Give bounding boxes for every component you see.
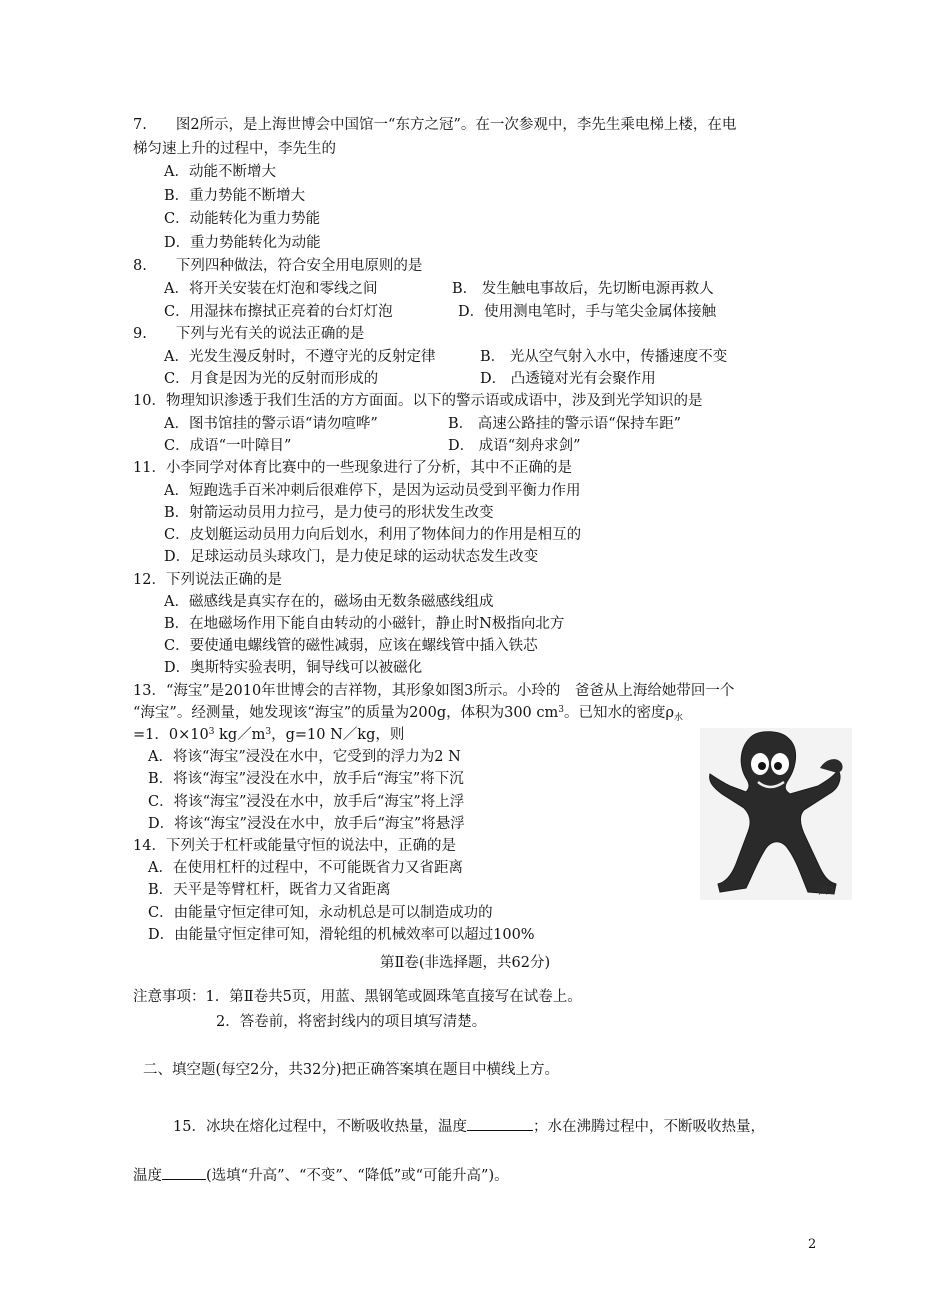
q10-option-d: D． 成语“刻舟求剑”: [448, 438, 581, 454]
q13-option-a: A．将该“海宝”浸没在水中，它受到的浮力为2 N: [148, 749, 461, 765]
part2-notice-2: 2．答卷前，将密封线内的项目填写清楚。: [216, 1014, 487, 1030]
q9-option-a: A．光发生漫反射时，不遵守光的反射定律: [164, 349, 436, 365]
q12-stem: 12．下列说法正确的是: [133, 572, 282, 588]
q11-option-b: B．射箭运动员用力拉弓，是力使弓的形状发生改变: [164, 505, 494, 521]
q11-option-d: D．足球运动员头球攻门，是力使足球的运动状态发生改变: [164, 549, 539, 565]
answer-blank-1[interactable]: [467, 1116, 533, 1131]
q13-stem-line2: “海宝”。经测量，她发现该“海宝”的质量为200g，体积为300 $cm^3$。已知水的密度$\rho_水$: [133, 705, 684, 723]
q14-option-b: B．天平是等臂杠杆，既省力又省距离: [148, 882, 391, 898]
q7-option-a: A．动能不断增大: [164, 164, 276, 180]
mascot-right-pupil: [774, 762, 782, 770]
mascot-left-pupil: [758, 762, 766, 770]
q9-option-d: D． 凸透镜对光有会聚作用: [480, 371, 656, 387]
q8-stem: 8. 下列四种做法，符合安全用电原则的是: [133, 258, 423, 274]
q7-option-d: D．重力势能转化为动能: [164, 235, 321, 251]
q8-option-d: D．使用测电笔时，手与笔尖金属体接触: [458, 304, 717, 320]
q12-option-d: D．奥斯特实验表明，铜导线可以被磁化: [164, 660, 423, 676]
q15-line1: 15．冰块在熔化过程中，不断吸收热量，温度 ；水在沸腾过程中，不断吸收热量，: [173, 1116, 765, 1135]
q13-stem-line3: =1．$0\times 10^3$ $kg/m^3$，g=10 N／kg，则: [133, 727, 405, 743]
q7-option-b: B．重力势能不断增大: [164, 188, 306, 204]
q9-option-b: B． 光从空气射入水中，传播速度不变: [480, 349, 728, 365]
q8-option-a: A．将开关安装在灯泡和零线之间: [164, 281, 378, 297]
q10-option-c: C．成语“一叶障目”: [164, 438, 292, 454]
q12-option-c: C．要使通电螺线管的磁性减弱，应该在螺线管中插入铁芯: [164, 638, 538, 654]
q13-option-c: C．将该“海宝”浸没在水中，放手后“海宝”将上浮: [148, 794, 465, 810]
q7-option-c: C．动能转化为重力势能: [164, 211, 321, 227]
q10-option-a: A．图书馆挂的警示语“请勿喧哗”: [164, 416, 378, 432]
q8-option-b: B． 发生触电事故后，先切断电源再救人: [452, 281, 714, 297]
haibao-figure: [700, 728, 852, 900]
q13-stem-line1: 13．“海宝”是2010年世博会的吉祥物，其形象如图3所示。小玲的 爸爸从上海给她带回一个: [133, 683, 735, 699]
q15-line2: 温度 (选填“升高”、“不变”、“降低”或“可能升高”)。: [133, 1165, 509, 1184]
q11-option-c: C．皮划艇运动员用力向后划水，利用了物体间力的作用是相互的: [164, 527, 582, 543]
answer-blank-2[interactable]: [162, 1165, 206, 1180]
q7-stem-line2: 梯匀速上升的过程中，李先生的: [133, 141, 336, 157]
q9-stem: 9. 下列与光有关的说法正确的是: [133, 326, 365, 342]
q14-stem: 14．下列关于杠杆或能量守恒的说法中，正确的是: [133, 838, 456, 854]
q7-stem-line1: 7. 图2所示，是上海世博会中国馆一“东方之冠”。在一次参观中，李先生乘电梯上楼，在电: [133, 117, 737, 133]
q12-option-b: B．在地磁场作用下能自由转动的小磁针，静止时N极指向北方: [164, 616, 565, 632]
q10-stem: 10．物理知识渗透于我们生活的方方面面。以下的警示语或成语中，涉及到光学知识的是: [133, 393, 703, 409]
q13-option-b: B．将该“海宝”浸没在水中，放手后“海宝”将下沉: [148, 771, 464, 787]
section-fill-in-heading: 二、填空题(每空2分，共32分)把正确答案填在题目中横线上方。: [143, 1062, 559, 1078]
q14-option-d: D．由能量守恒定律可知，滑轮组的机械效率可以超过100%: [148, 927, 535, 943]
q8-option-c: C．用湿抹布擦拭正亮着的台灯灯泡: [164, 304, 393, 320]
q13-option-d: D．将该“海宝”浸没在水中，放手后“海宝”将悬浮: [148, 816, 465, 832]
q10-option-b: B． 高速公路挂的警示语“保持车距”: [448, 416, 682, 432]
q9-option-c: C．月食是因为光的反射而形成的: [164, 371, 379, 387]
part2-title: 第Ⅱ卷(非选择题，共62分): [380, 955, 551, 971]
q14-option-a: A．在使用杠杆的过程中，不可能既省力又省距离: [148, 860, 463, 876]
q12-option-a: A．磁感线是真实存在的，磁场由无数条磁感线组成: [164, 594, 494, 610]
part2-notice-1: 注意事项：1．第Ⅱ卷共5页，用蓝、黑钢笔或圆珠笔直接写在试卷上。: [133, 989, 582, 1005]
q14-option-c: C．由能量守恒定律可知，永动机总是可以制造成功的: [148, 905, 493, 921]
page-number: 2: [808, 1237, 817, 1252]
q11-stem: 11．小李同学对体育比赛中的一些现象进行了分析，其中不正确的是: [133, 460, 572, 476]
q11-option-a: A．短跑选手百米冲刺后很难停下，是因为运动员受到平衡力作用: [164, 483, 581, 499]
figure-caption: 图3: [818, 886, 835, 897]
